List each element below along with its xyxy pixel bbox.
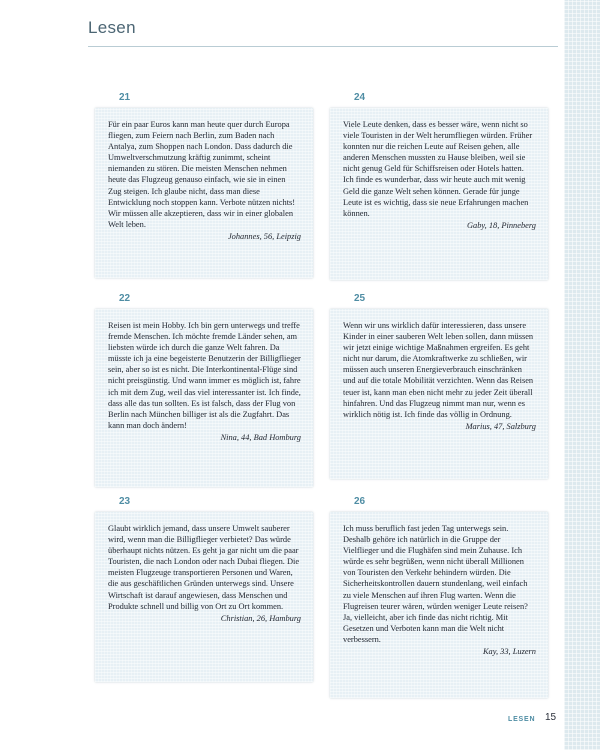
entry-number: 25 xyxy=(354,293,366,304)
entry-text: Für ein paar Euros kann man heute quer durch Europa fliegen, zum Feiern nach Berlin, zum Baden nach Antalya, zum Shoppen nach London. Dass dadurch die Umweltverschmutzung kräftig zunimmt, scheint niemanden zu stören. Die meisten Menschen nehmen heute das Flugzeug genauso einfach, wie sie in einen Zug steigen. Ich glaube nicht, dass man diese Entwicklung noch stoppen kann. Verbote nützen nichts! Wir müssen alle akzeptieren, dass wir in einer globalen Welt leben. xyxy=(108,120,296,229)
note-card xyxy=(330,512,548,698)
note-card xyxy=(95,108,313,278)
header-rule xyxy=(88,46,558,47)
entry-author: Kay, 33, Luzern xyxy=(482,647,536,657)
page-title: Lesen xyxy=(88,18,136,37)
entry-author: Nina, 44, Bad Homburg xyxy=(220,432,301,442)
entry-number: 24 xyxy=(354,92,366,103)
entry-text: Reisen ist mein Hobby. Ich bin gern unterwegs und treffe fremde Menschen. Ich möchte fremde Länder sehen, am liebsten würde ich durch die ganze Welt fahren. Da müsste ich ja eine begeisterte Benutzerin der Billigflieger sein, aber so ist es nicht. Die Interkontinental-Flüge sind nicht preisgünstig. Und wann immer es möglich ist, fahre ich mit dem Zug, weil das viel interessanter ist. Ich finde, dass alle das tun sollten. Es ist falsch, dass der Flug von Berlin nach München billiger ist als die Zugfahrt. Das kann man doch ändern! xyxy=(108,321,301,430)
note-card xyxy=(95,309,313,487)
entry-number: 26 xyxy=(354,496,366,507)
entry-author: Gaby, 18, Pinneberg xyxy=(466,220,536,230)
entry-text: Wenn wir uns wirklich dafür interessieren, dass unsere Kinder in einer sauberen Welt leben sollen, dann müssen wir jetzt einige wichtige Maßnahmen ergreifen. Es geht nicht nur darum, die Atomkraftwerke zu schließen, wir müssen auch unseren Energieverbrauch einschränken und auf die totale Mobilität verzichten. Wenn das Reisen teuer ist, kann man eben nicht mehr zu jeder Zeit überall hinfahren. Und das Flugzeug nimmt man nur, wenn es wirklich nötig ist. Ich finde das völlig in Ordnung. xyxy=(343,321,534,419)
page-number: 15 xyxy=(545,712,557,723)
note-card xyxy=(330,108,548,280)
note-card xyxy=(330,309,548,479)
entry-number: 23 xyxy=(119,496,131,507)
entry-number: 21 xyxy=(119,92,131,103)
entry-author: Marius, 47, Salzburg xyxy=(465,421,536,431)
side-stripe-decoration xyxy=(564,0,600,750)
footer-section-label: LESEN xyxy=(508,716,536,723)
entry-text: Glaubt wirklich jemand, dass unsere Umwelt sauberer wird, wenn man die Billigflieger verbietet? Das würde überhaupt nichts nützen. Es geht ja gar nicht um die paar Touristen, die nach London oder nach Dubai fliegen. Die meisten Flugzeuge transportieren Personen und Waren, die aus geschäftlichen Gründen unterwegs sind. Unsere Wirtschaft ist darauf angewiesen, dass Menschen und Produkte schnell und billig von Ort zu Ort kommen. xyxy=(108,524,300,611)
note-card xyxy=(95,512,313,682)
entry-number: 22 xyxy=(119,293,131,304)
entry-text: Ich muss beruflich fast jeden Tag unterwegs sein. Deshalb gehöre ich natürlich in die Gruppe der Vielflieger und die Flughäfen sind mein Zuhause. Ich würde es sehr begrüßen, wenn nicht überall Millionen von Touristen den Verkehr behindern würden. Die Sicherheitskontrollen dauern stundenlang, weil einfach zu viele Menschen auf ihren Flug warten. Wenn die Flugreisen teurer wären, würden weniger Leute reisen? Ja, vielleicht, aber ich finde das nicht richtig. Mit Gesetzen und Verboten kann man die Welt nicht verbessern. xyxy=(343,524,528,644)
entry-author: Johannes, 56, Leipzig xyxy=(227,231,301,241)
entry-text: Viele Leute denken, dass es besser wäre, wenn nicht so viele Touristen in der Welt herumfliegen würden. Früher konnten nur die reichen Leute auf Reisen gehen, alle anderen Menschen mussten zu Hause bleiben, weil sie nicht genug Geld für Schiffsreisen oder Hotels hatten. Ich finde es wunderbar, dass wir heute auch mit wenig Geld die ganze Welt sehen können. Gerade für junge Leute ist es wichtig, dass sie neue Erfahrungen machen können. xyxy=(343,120,533,218)
entry-author: Christian, 26, Hamburg xyxy=(220,613,301,623)
